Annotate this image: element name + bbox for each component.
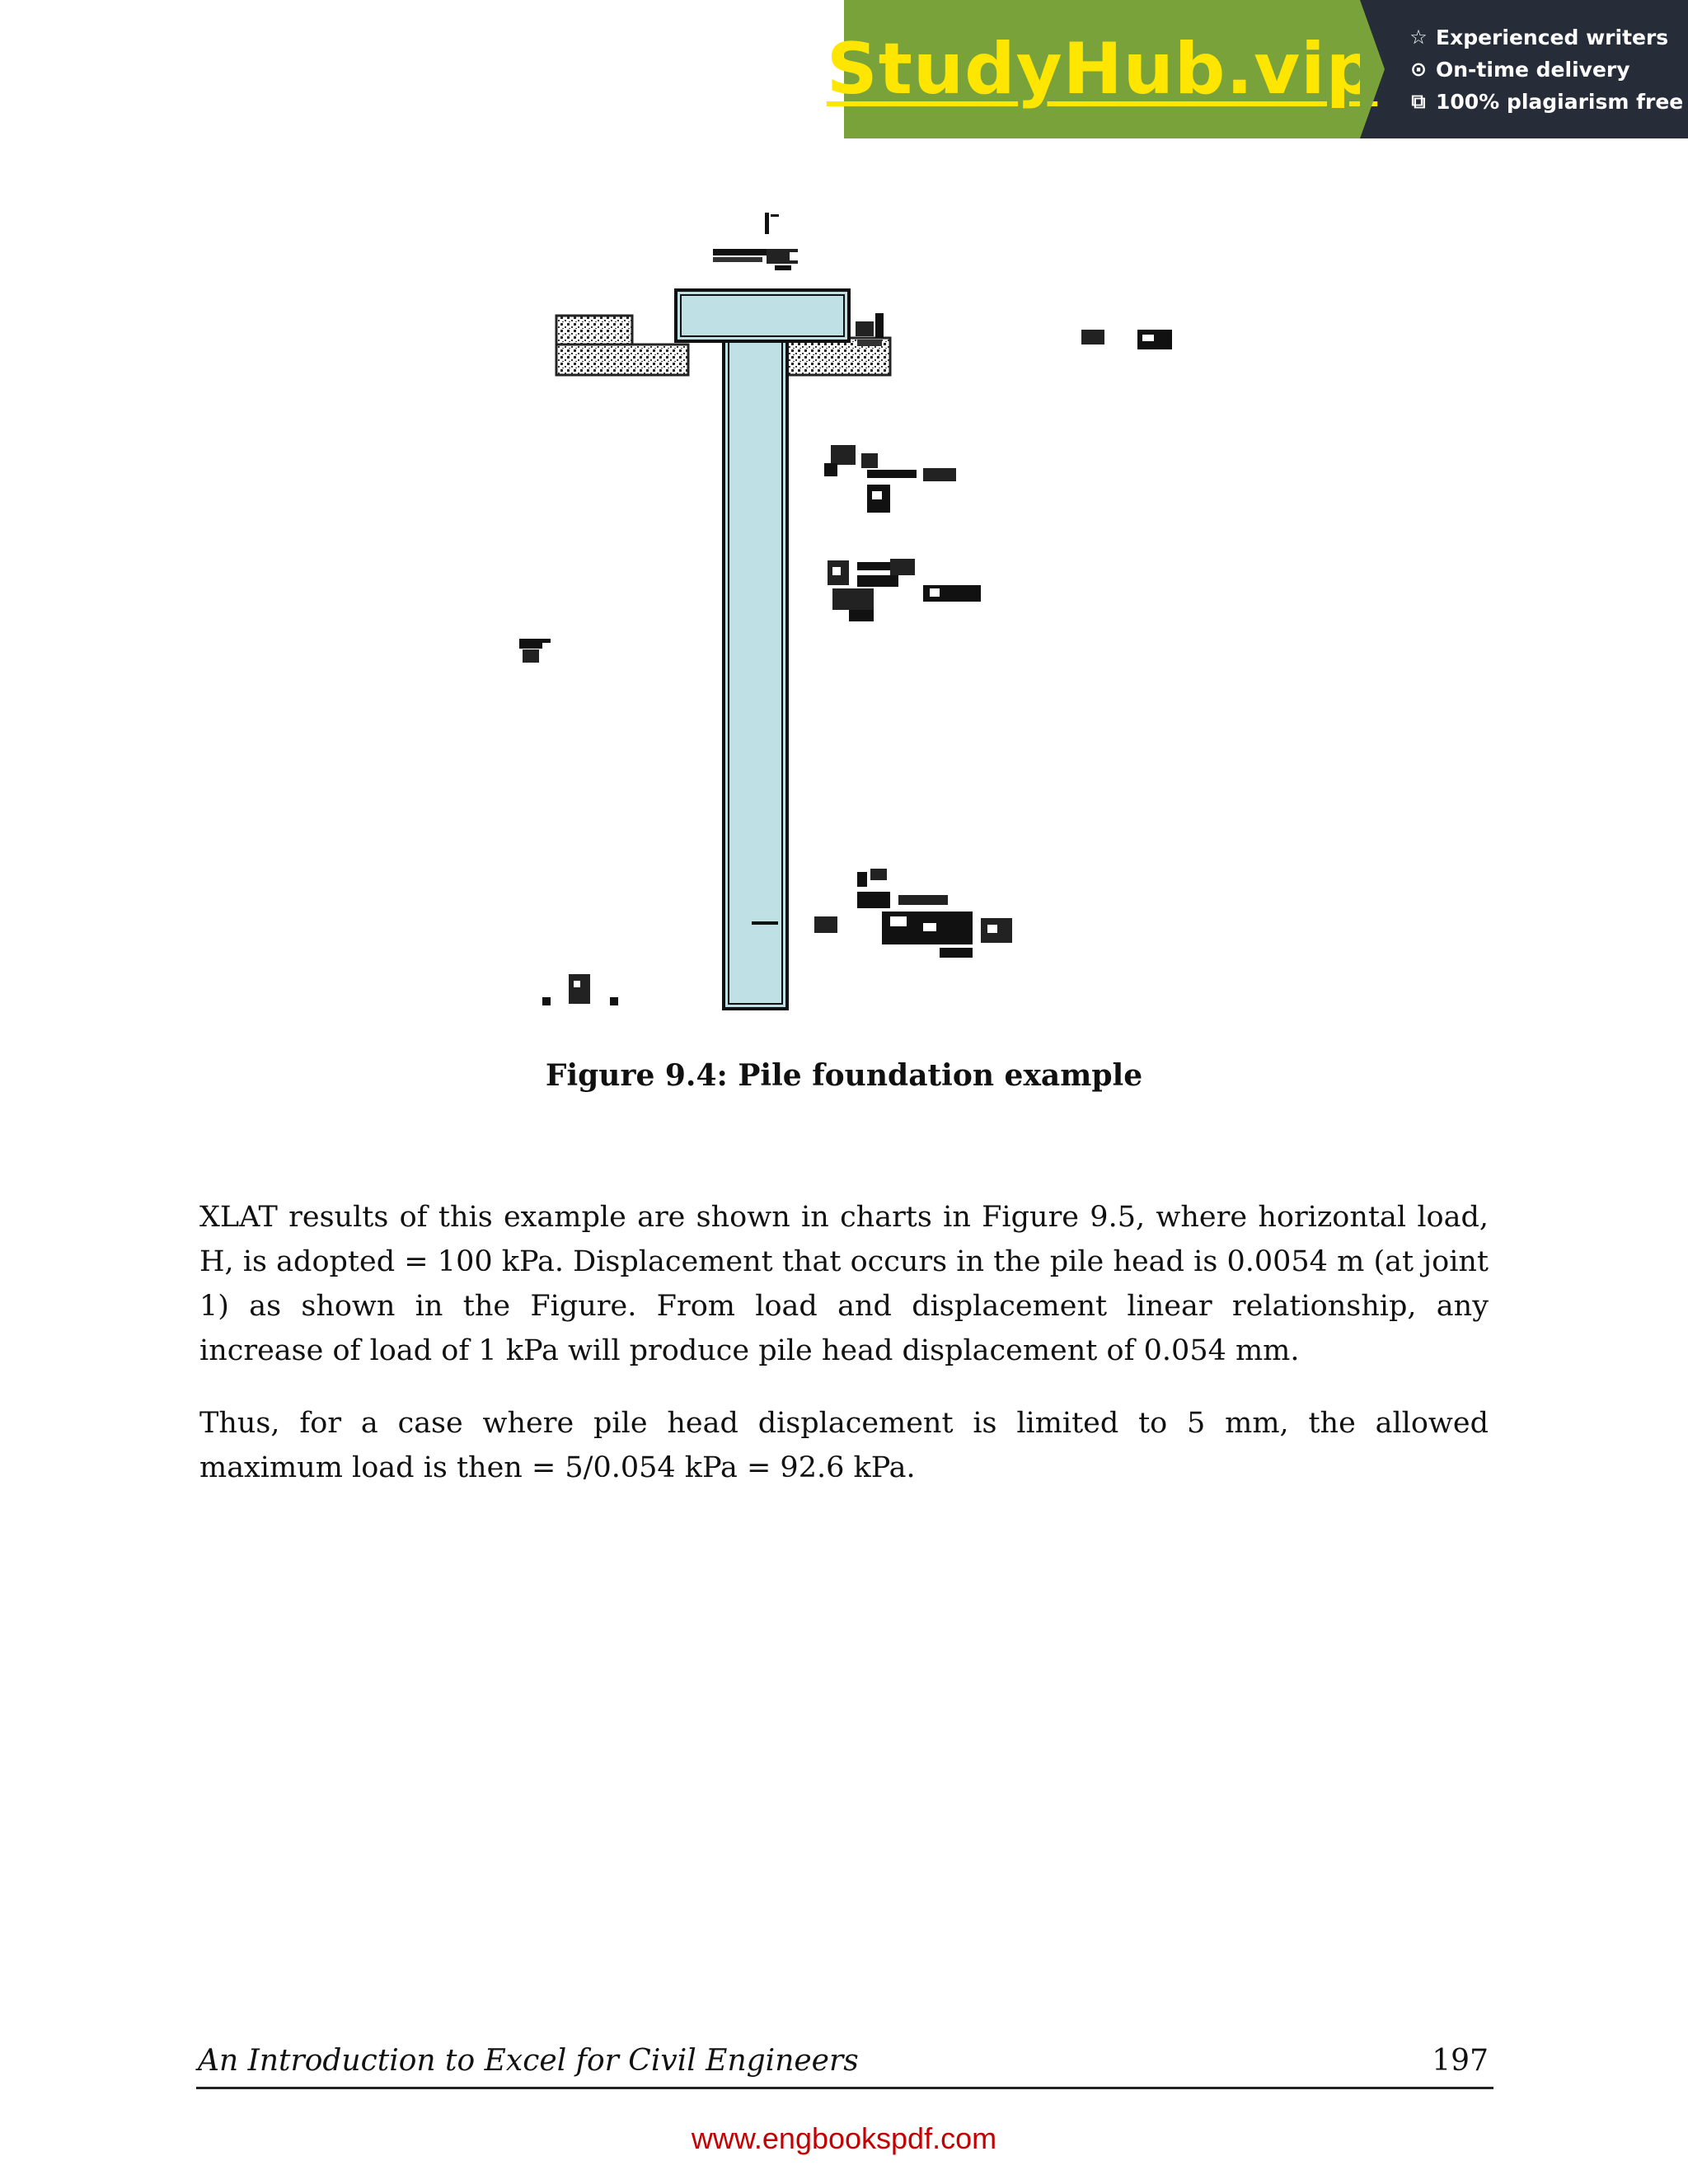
star-icon: ☆ [1409, 26, 1428, 49]
perk-item [1408, 58, 1688, 82]
perk-label: 100% plagiarism free [1436, 89, 1684, 114]
pile-shaft [724, 341, 787, 1009]
pile-foundation-figure [495, 198, 1236, 1022]
copy-icon: ⧉ [1411, 90, 1426, 113]
load-label-blocks [713, 249, 801, 270]
scale-marker [542, 974, 618, 1005]
cap-dim-labels [856, 313, 1172, 349]
page-number: 197 [1432, 2044, 1489, 2078]
perk-item [1408, 26, 1688, 49]
website-link[interactable]: www.engbookspdf.com [691, 2121, 997, 2155]
perk-label: Experienced writers [1436, 25, 1669, 49]
pile-diagram [495, 198, 1236, 1022]
figure-caption: Figure 9.4: Pile foundation example [545, 1058, 1143, 1093]
brand-logo[interactable] [826, 0, 1378, 138]
book-title: An Introduction to Excel for Civil Engineers [198, 2044, 859, 2078]
body-paragraph-1: XLAT results of this example are shown in charts in Figure 9.5, where horizontal load, H, is adopted = 100 kPa. Displacement that occurs in the pile head is 0.0054 m (at joint 1) as shown in the Figure. From load and displacement linear relationship, any increase of load of 1 kPa will produce pile head displacement of 0.054 mm. [199, 1201, 1489, 1367]
soil-left-lower [556, 344, 688, 375]
clock-icon: ⊙ [1409, 58, 1428, 81]
body-paragraph-2: Thus, for a case where pile head displacement is limited to 5 mm, the allowed maximum load is then = 5/0.054 kPa = 92.6 kPa. [199, 1407, 1489, 1484]
load-arrow [765, 213, 779, 234]
brand-name: StudyHub.vip [826, 28, 1378, 110]
perk-label: On-time delivery [1436, 57, 1630, 82]
perk-item [1408, 90, 1688, 114]
pile-tip-label [752, 869, 1012, 958]
depth-label [519, 639, 551, 663]
pile-cap [676, 290, 849, 341]
soil-layer-label-1 [824, 445, 956, 513]
perks-list [1360, 0, 1688, 138]
ad-banner[interactable] [826, 0, 1688, 138]
soil-layer-label-2 [828, 559, 981, 621]
page-footer [196, 2041, 1493, 2089]
